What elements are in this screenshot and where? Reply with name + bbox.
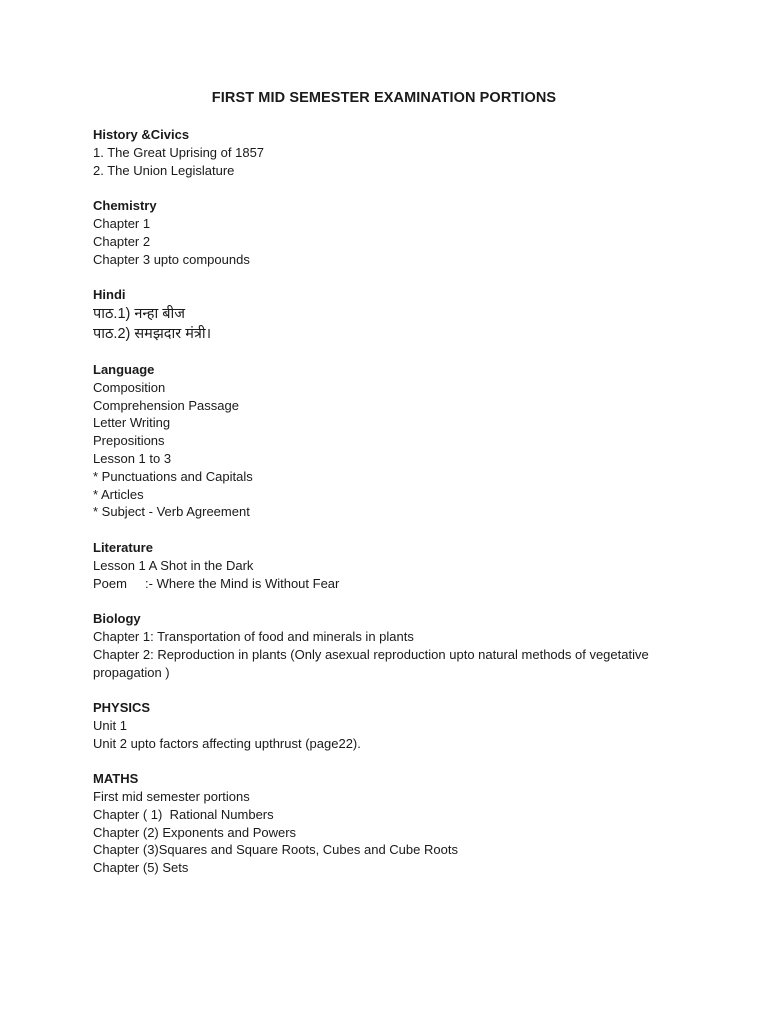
section-line: Comprehension Passage (93, 397, 239, 413)
section-line: First mid semester portions (93, 789, 250, 805)
section-maths (93, 770, 653, 877)
section-line: Lesson 1 to 3 (93, 450, 172, 466)
section-line: Composition (93, 379, 166, 395)
section-line: * Articles (93, 486, 144, 502)
section-line: Chapter 2 (93, 233, 151, 249)
section-line: Chapter 2: Reproduction in plants (Only asexual reproduction upto natural methods of vegetative propagation ) (93, 646, 653, 680)
sections-container (93, 126, 653, 895)
section-heading: MATHS (93, 771, 139, 787)
section-line: 1. The Great Uprising of 1857 (93, 144, 265, 160)
section-line: Chapter 3 upto compounds (93, 251, 250, 267)
section-literature (93, 539, 653, 592)
section-line: Letter Writing (93, 415, 171, 431)
section-heading: Chemistry (93, 198, 157, 214)
section-biology (93, 610, 653, 681)
section-line: Prepositions (93, 433, 165, 449)
section-hindi (93, 286, 653, 344)
section-line: 2. The Union Legislature (93, 162, 235, 178)
section-line: Chapter (3)Squares and Square Roots, Cubes and Cube Roots (93, 842, 458, 858)
section-line: पाठ.2) समझदार मंत्री। (93, 325, 212, 342)
document-title: FIRST MID SEMESTER EXAMINATION PORTIONS (211, 90, 557, 106)
section-line: * Subject - Verb Agreement (93, 504, 250, 520)
section-line: Chapter ( 1) Rational Numbers (93, 806, 274, 822)
section-heading: Biology (93, 611, 141, 627)
section-heading: History &Civics (93, 127, 190, 142)
section-chemistry (93, 197, 653, 268)
section-heading: Hindi (93, 287, 126, 303)
section-line: Chapter (2) Exponents and Powers (93, 824, 297, 840)
section-line: Chapter 1: Transportation of food and minerals in plants (93, 628, 414, 644)
section-line: पाठ.1) नन्हा बीज (93, 305, 186, 322)
section-heading: Literature (93, 539, 153, 555)
section-line: Poem :- Where the Mind is Without Fear (93, 575, 340, 591)
section-line: Unit 2 upto factors affecting upthrust (page22). (93, 735, 361, 751)
section-line: Chapter 1 (93, 215, 151, 231)
section-physics (93, 699, 653, 752)
section-line: Chapter (5) Sets (93, 860, 189, 876)
section-heading: Language (93, 361, 155, 377)
section-heading: PHYSICS (93, 700, 151, 716)
section-language (93, 361, 653, 521)
section-line: Unit 1 (93, 717, 127, 733)
section-history-civics (93, 126, 653, 179)
section-line: Lesson 1 A Shot in the Dark (93, 557, 254, 573)
section-line: * Punctuations and Capitals (93, 468, 253, 484)
